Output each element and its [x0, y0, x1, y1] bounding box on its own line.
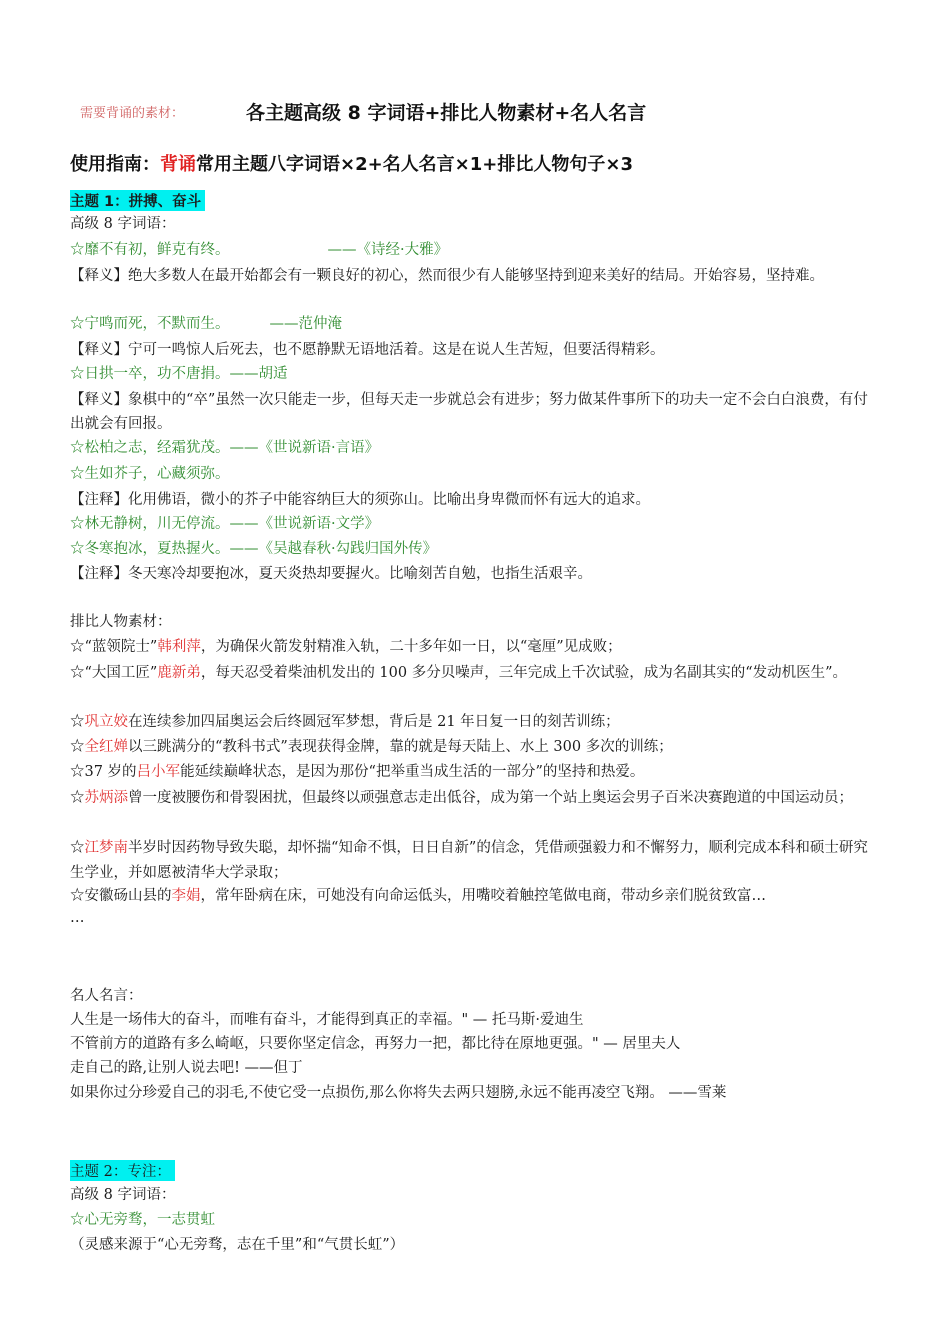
- quotes-label: 名人名言：: [70, 988, 143, 1004]
- person-desc: 能延续巅峰状态，是因为那份“把举重当成生活的一部分”的坚持和热爱。: [180, 764, 645, 780]
- document-title: 各主题高级 8 字词语+排比人物素材+名人名言: [246, 102, 647, 124]
- topic-1-heading: 主题 1：拼搏、奋斗: [70, 190, 205, 211]
- person-item: [70, 637, 622, 657]
- famous-quote: 走自己的路,让别人说去吧! ——但丁: [70, 1060, 303, 1076]
- topic-1-words-label: 高级 8 字词语：: [70, 216, 176, 232]
- guide-prefix: 使用指南：: [70, 154, 160, 175]
- quote-line: ☆心无旁骛，一志贯虹: [70, 1212, 215, 1228]
- person-name: 江梦南: [84, 840, 128, 856]
- person-item: [70, 712, 620, 732]
- person-pre: ☆“蓝领院士”: [70, 639, 158, 655]
- quote-source: ——范仲淹: [269, 316, 342, 332]
- quote-line: [70, 314, 342, 334]
- famous-quote: 人生是一场伟大的奋斗，而唯有奋斗，才能得到真正的幸福。" — 托马斯·爱迪生: [70, 1012, 584, 1028]
- person-desc: ，每天忍受着柴油机发出的 100 多分贝噪声，三年完成上千次试验，成为名副其实的“发动机医生”。: [200, 665, 848, 681]
- note-line: 【释义】宁可一鸣惊人后死去，也不愿静默无语地活着。这是在说人生苦短，但要活得精彩。: [70, 342, 665, 358]
- quote-line: ☆林无静树，川无停流。——《世说新语·文学》: [70, 516, 380, 532]
- quote-line: ☆生如芥子，心藏须弥。: [70, 466, 230, 482]
- topic-2-heading: 主题 2：专注：: [70, 1160, 175, 1181]
- person-item: [70, 737, 673, 757]
- person-desc: 在连续参加四届奥运会后终圆冠军梦想，背后是 21 年日复一日的刻苦训练；: [128, 714, 620, 730]
- person-desc: ，为确保火箭发射精准入轨，二十多年如一日，以“毫厘”见成败；: [200, 639, 622, 655]
- person-name: 吕小军: [136, 764, 181, 780]
- quote-line: [70, 240, 448, 260]
- topic-2-words-label: 高级 8 字词语：: [70, 1187, 176, 1203]
- person-pre: ☆: [70, 840, 85, 856]
- quote-line: ☆冬寒抱冰，夏热握火。——《吴越春秋·勾践归国外传》: [70, 541, 438, 557]
- quote-line: ☆松柏之志，经霜犹茂。——《世说新语·言语》: [70, 440, 380, 456]
- person-desc: 曾一度被腰伤和骨裂困扰，但最终以顽强意志走出低谷，成为第一个站上奥运会男子百米决赛跑道的中国运动员；: [128, 790, 853, 806]
- person-desc: ，常年卧病在床，可她没有向命运低头，用嘴咬着触控笔做电商，带动乡亲们脱贫致富…: [200, 888, 766, 904]
- guide-highlight: 背诵: [160, 154, 196, 175]
- person-pre: ☆37 岁的: [70, 764, 137, 780]
- person-name: 巩立姣: [84, 714, 128, 730]
- person-pre: ☆“大国工匠”: [70, 665, 158, 681]
- note-line: 【释义】绝大多数人在最开始都会有一颗良好的初心，然而很少有人能够坚持到迎来美好的结局。开始容易，坚持难。: [70, 268, 824, 284]
- quote-text: ☆靡不有初，鲜克有终。: [70, 242, 230, 258]
- people-label: 排比人物素材：: [70, 614, 172, 630]
- person-name: 鹿新弟: [157, 665, 201, 681]
- person-item: [70, 762, 644, 782]
- quote-source: ——《诗经·大雅》: [327, 242, 449, 258]
- note-line: （灵感来源于“心无旁骛，志在千里”和“气贯长虹”）: [70, 1237, 405, 1253]
- guide-rest: 常用主题八字词语×2+名人名言×1+排比人物句子×3: [196, 154, 633, 175]
- person-pre: ☆: [70, 739, 85, 755]
- famous-quote: 不管前方的道路有多么崎岖，只要你坚定信念，再努力一把，都比待在原地更强。" — 居里夫人: [70, 1036, 681, 1052]
- ellipsis: …: [70, 910, 85, 926]
- person-name: 苏炳添: [84, 790, 128, 806]
- note-line: 【释义】象棋中的“卒”虽然一次只能走一步，但每天走一步就总会有进步；努力做某件事所下的功夫一定不会白白浪费，有付出就会有回报。: [70, 392, 868, 432]
- famous-quote: 如果你过分珍爱自己的羽毛,不使它受一点损伤,那么你将失去两只翅膀,永远不能再凌空飞翔。 ——雪莱: [70, 1085, 727, 1101]
- quote-text: ☆宁鸣而死，不默而生。: [70, 316, 230, 332]
- person-pre: ☆: [70, 790, 85, 806]
- person-pre: ☆安徽砀山县的: [70, 888, 172, 904]
- person-item: [70, 836, 882, 886]
- quote-line: ☆日拱一卒，功不唐捐。——胡适: [70, 366, 288, 382]
- note-line: 【注释】冬天寒冷却要抱冰，夏天炎热却要握火。比喻刻苦自勉，也指生活艰辛。: [70, 566, 592, 582]
- person-desc: 以三跳满分的“教科书式”表现获得金牌，靠的就是每天陆上、水上 300 多次的训练；: [128, 739, 673, 755]
- note-line: 【注释】化用佛语，微小的芥子中能容纳巨大的须弥山。比喻出身卑微而怀有远大的追求。: [70, 492, 650, 508]
- person-item: [70, 886, 766, 906]
- person-pre: ☆: [70, 714, 85, 730]
- person-name: 全红婵: [84, 739, 128, 755]
- person-item: [70, 661, 882, 686]
- header-label: 需要背诵的素材：: [80, 106, 185, 121]
- person-desc: 半岁时因药物导致失聪，却怀揣“知命不惧，日日自新”的信念，凭借顽强毅力和不懈努力，顺利完成本科和硕士研究生学业，并如愿被清华大学录取；: [70, 840, 868, 881]
- person-name: 李娟: [171, 888, 201, 904]
- usage-guide: [70, 150, 633, 176]
- person-item: [70, 786, 882, 811]
- person-name: 韩利萍: [157, 639, 201, 655]
